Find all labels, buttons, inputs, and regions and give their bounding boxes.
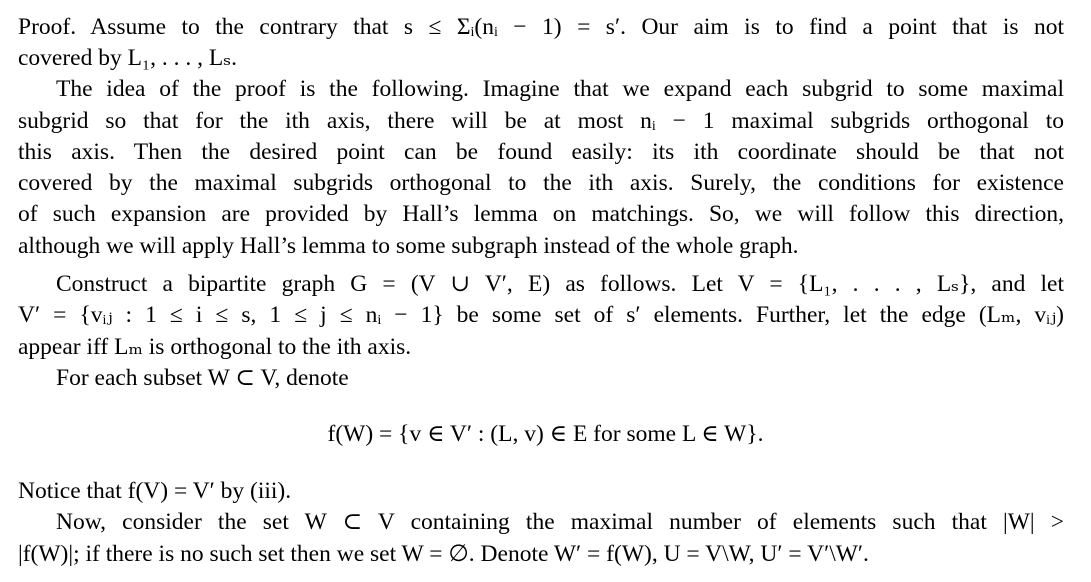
paragraph-1-line-3: this axis. Then the desired point can be found easily: its ith coordinate should be that not bbox=[18, 139, 1064, 165]
paragraph-1-line-2: subgrid so that for the ith axis, there will be at most nᵢ − 1 maximal subgrids orthogonal to bbox=[18, 108, 1064, 134]
paragraph-4-line-1: Notice that f(V) = V′ by (iii). bbox=[18, 478, 292, 504]
paragraph-2-line-2: V′ = {vᵢⱼ : 1 ≤ i ≤ s, 1 ≤ j ≤ nᵢ − 1} be some set of s′ elements. Further, let the edge (Lₘ, vᵢⱼ) bbox=[18, 302, 1064, 328]
paragraph-1-line-6: although we will apply Hall’s lemma to some subgraph instead of the whole graph. bbox=[18, 233, 799, 259]
paragraph-5-line-2: |f(W)|; if there is no such set then we set W = ∅. Denote W′ = f(W), U = V\W, U′ = V′\W′. bbox=[18, 541, 869, 567]
paragraph-5-line-1: Now, consider the set W ⊂ V containing the maximal number of elements such that |W| > bbox=[56, 509, 1064, 535]
paragraph-2-line-3: appear iff Lₘ is orthogonal to the ith axis. bbox=[18, 334, 412, 360]
paragraph-1-line-5: of such expansion are provided by Hall’s lemma on matchings. So, we will follow this direction, bbox=[18, 201, 1064, 227]
proof-line-2: covered by L₁, . . . , Lₛ. bbox=[18, 45, 238, 71]
paragraph-1-line-1: The idea of the proof is the following. Imagine that we expand each subgrid to some maximal bbox=[56, 76, 1064, 102]
paragraph-3-line-1: For each subset W ⊂ V, denote bbox=[56, 365, 349, 391]
proof-line-1: Proof. Assume to the contrary that s ≤ Σᵢ(nᵢ − 1) = s′. Our aim is to find a point that is not bbox=[18, 14, 1064, 40]
paragraph-1-line-4: covered by the maximal subgrids orthogonal to the ith axis. Surely, the conditions for existence bbox=[18, 170, 1064, 196]
display-equation: f(W) = {v ∈ V′ : (L, v) ∈ E for some L ∈ W}. bbox=[327, 421, 764, 447]
paragraph-2-line-1: Construct a bipartite graph G = (V ∪ V′, E) as follows. Let V = {L₁, . . . , Lₛ}, and let bbox=[56, 271, 1064, 297]
